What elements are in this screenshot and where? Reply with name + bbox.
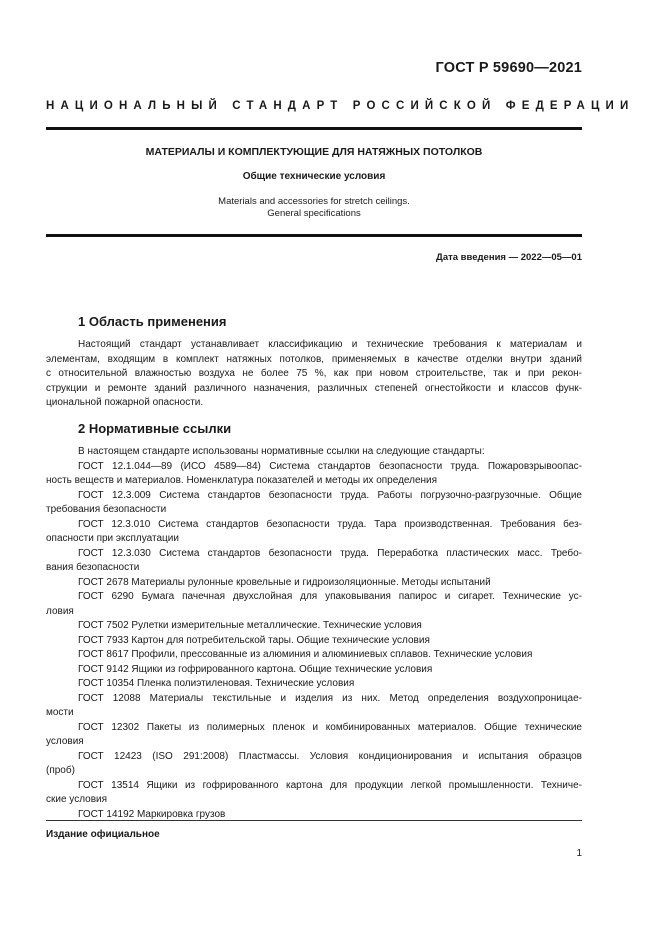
text-line: опасности при эксплуатации bbox=[46, 533, 179, 544]
document-number: ГОСТ Р 59690—2021 bbox=[435, 60, 582, 76]
standard-subtitle: Общие технические условия bbox=[242, 171, 386, 182]
section-2-heading: 2 Нормативные ссылки bbox=[78, 421, 232, 436]
text-line: ГОСТ 10354 Пленка полиэтиленовая. Технические условия bbox=[78, 678, 355, 689]
section-1-heading: 1 Область применения bbox=[78, 314, 227, 329]
standard-title: МАТЕРИАЛЫ И КОМПЛЕКТУЮЩИЕ ДЛЯ НАТЯЖНЫХ ПОТОЛКОВ bbox=[145, 146, 483, 158]
text-line: ГОСТ 13514 Ящики из гофрированного картона для продукции легкой промышленности. Техниче- bbox=[78, 779, 582, 791]
top-divider bbox=[46, 127, 582, 130]
text-line: ГОСТ 12.3.010 Система стандартов безопасности труда. Тара производственная. Требования без- bbox=[78, 518, 582, 530]
text-line: ГОСТ 2678 Материалы рулонные кровельные и гидроизоляционные. Методы испытаний bbox=[78, 576, 491, 588]
official-edition-label: Издание официальное bbox=[46, 829, 160, 840]
text-line: ГОСТ 8617 Профили, прессованные из алюминия и алюминиевых сплавов. Технические условия bbox=[78, 649, 533, 660]
text-line: ГОСТ 14192 Маркировка грузов bbox=[78, 808, 226, 820]
text-line: условия bbox=[46, 736, 84, 747]
text-line: ГОСТ 6290 Бумага пачечная двухслойная для упаковывания папирос и сигарет. Технические ус- bbox=[78, 591, 582, 602]
section-1-text bbox=[46, 338, 582, 411]
text-line: с относительной влажностью воздуха не более 75 %, как при новом строительстве, так и при рекон- bbox=[46, 368, 582, 379]
text-line: ГОСТ 7933 Картон для потребительской тары. Общие технические условия bbox=[78, 634, 430, 646]
text-line: ГОСТ 7502 Рулетки измерительные металлические. Технические условия bbox=[78, 620, 422, 631]
text-line: требования безопасности bbox=[46, 504, 167, 515]
introduction-date: Дата введения — 2022—05—01 bbox=[436, 252, 582, 263]
text-line: вания безопасности bbox=[46, 562, 140, 573]
title-divider bbox=[46, 234, 582, 237]
footer-divider bbox=[46, 820, 582, 821]
text-line: ГОСТ 12.3.030 Система стандартов безопасности труда. Переработка пластических масс. Требо- bbox=[78, 547, 582, 559]
text-line: ские условия bbox=[46, 794, 108, 805]
english-title bbox=[46, 196, 582, 220]
text-line: (проб) bbox=[46, 765, 75, 776]
text-line: ГОСТ 12302 Пакеты из полимерных пленок и комбинированных материалов. Общие технические bbox=[78, 721, 582, 733]
text-line: ГОСТ 12088 Материалы текстильные и изделия из них. Метод определения воздухопроницае- bbox=[78, 692, 582, 704]
english-title-line: General specifications bbox=[267, 208, 361, 219]
text-line: ГОСТ 12.1.044—89 (ИСО 4589—84) Система стандартов безопасности труда. Пожаровзрывоопас- bbox=[78, 460, 582, 472]
section-2-text bbox=[46, 445, 582, 822]
national-standard-banner: НАЦИОНАЛЬНЫЙ СТАНДАРТ РОССИЙСКОЙ ФЕДЕРАЦИИ bbox=[46, 100, 635, 112]
text-line: ловия bbox=[46, 605, 74, 617]
text-line: Настоящий стандарт устанавливает классификацию и технические требования к материалам и bbox=[78, 339, 582, 350]
text-line: мости bbox=[46, 707, 74, 718]
text-line: В настоящем стандарте использованы нормативные ссылки на следующие стандарты: bbox=[78, 446, 485, 457]
text-line: циональной пожарной опасности. bbox=[46, 397, 204, 408]
page-number: 1 bbox=[576, 848, 582, 859]
text-line: ГОСТ 12423 (ISO 291:2008) Пластмассы. Условия кондиционирования и испытания образцов bbox=[78, 750, 582, 762]
text-line: элементам, входящим в комплект натяжных потолков, применяемых в качестве отделки внутри зданий bbox=[46, 353, 582, 365]
english-title-line: Materials and accessories for stretch ceilings. bbox=[218, 196, 410, 207]
text-line: ность веществ и материалов. Номенклатура показателей и методы их определения bbox=[46, 475, 438, 486]
text-line: ГОСТ 9142 Ящики из гофрированного картона. Общие технические условия bbox=[78, 663, 433, 675]
text-line: струкции и ремонте зданий различного назначения, различных степеней огнестойкости и классов функ- bbox=[46, 382, 582, 394]
text-line: ГОСТ 12.3.009 Система стандартов безопасности труда. Работы погрузочно-разгрузочные. Общие bbox=[78, 489, 582, 501]
